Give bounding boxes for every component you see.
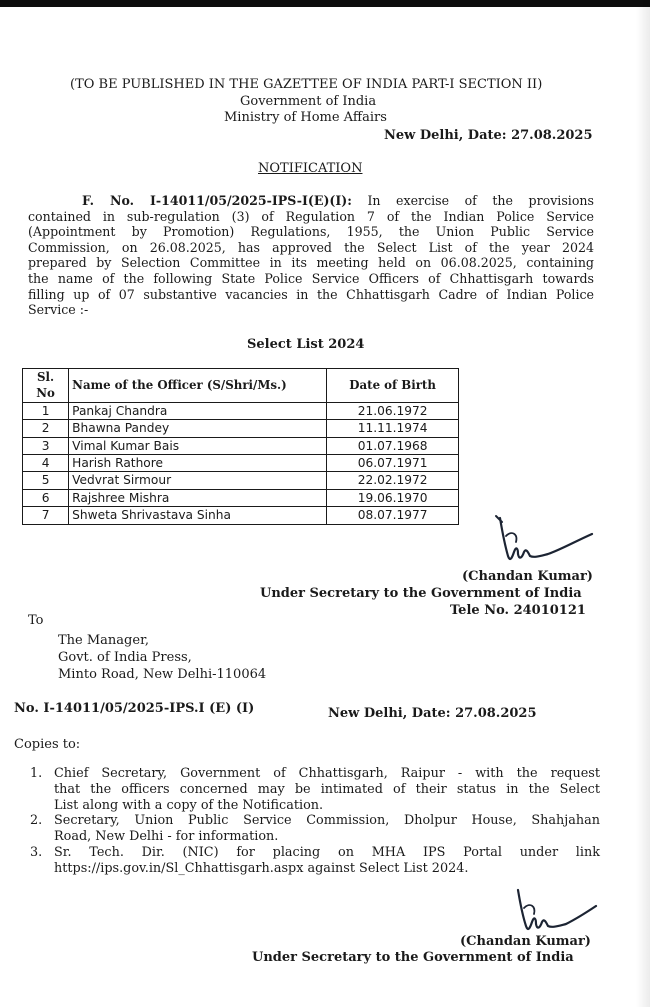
copies-list — [30, 766, 600, 877]
list-item-number: 2. — [30, 813, 43, 829]
list-item-line: that the officers concerned may be intimated of their status in the Select — [54, 781, 600, 797]
table-row — [23, 472, 459, 489]
cell-officer-name: Vedvrat Sirmour — [69, 472, 327, 489]
list-item-line: Chief Secretary, Government of Chhattisgarh, Raipur - with the request — [54, 766, 600, 781]
body-line-4: Commission, on 26.08.2025, has approved the Select List of the year 2024 — [28, 239, 594, 255]
file-number: F. No. I-14011/05/2025-IPS-I(E)(I): — [82, 193, 352, 208]
cell-officer-name: Shweta Shrivastava Sinha — [69, 507, 327, 524]
second-place-date: New Delhi, Date: 27.08.2025 — [328, 706, 537, 721]
body-line-8: Service :- — [28, 302, 89, 318]
copies-to-label: Copies to: — [14, 737, 81, 752]
list-item-number: 3. — [30, 844, 43, 860]
table-row — [23, 420, 459, 437]
addressee-line-1: The Manager, — [58, 633, 149, 648]
cell-date-of-birth: 08.07.1977 — [327, 507, 459, 524]
telephone-number: Tele No. 24010121 — [450, 603, 586, 618]
second-file-number: No. I-14011/05/2025-IPS.I (E) (I) — [14, 701, 255, 716]
body-line-1-text: In exercise of the provisions — [367, 193, 594, 208]
body-line-3: (Appointment by Promotion) Regulations, 1955, the Union Public Service — [28, 224, 594, 240]
cell-date-of-birth: 21.06.1972 — [327, 402, 459, 419]
list-item-line: Sr. Tech. Dir. (NIC) for placing on MHA IPS Portal under link — [54, 844, 600, 860]
cell-sl-no: 7 — [23, 507, 69, 524]
list-item — [30, 813, 600, 845]
signatory-designation-2: Under Secretary to the Government of India — [252, 950, 574, 965]
cell-sl-no: 6 — [23, 489, 69, 506]
cell-officer-name: Vimal Kumar Bais — [69, 437, 327, 454]
cell-sl-no: 5 — [23, 472, 69, 489]
col-header-sl-no: Sl. No — [23, 369, 69, 403]
list-item-number: 1. — [30, 766, 43, 781]
top-dark-border — [0, 0, 650, 7]
page-edge-shadow — [636, 0, 650, 1007]
table-row — [23, 437, 459, 454]
select-list-title: Select List 2024 — [247, 337, 365, 352]
table-row — [23, 489, 459, 506]
list-item — [30, 845, 600, 877]
signatory-name-1: (Chandan Kumar) — [462, 569, 593, 584]
cell-date-of-birth: 11.11.1974 — [327, 420, 459, 437]
signatory-name-2: (Chandan Kumar) — [460, 934, 591, 949]
cell-date-of-birth: 22.02.1972 — [327, 472, 459, 489]
handwritten-signature-1 — [488, 512, 598, 574]
addressee-line-2: Govt. of India Press, — [58, 650, 192, 665]
cell-date-of-birth: 19.06.1970 — [327, 489, 459, 506]
to-label: To — [28, 613, 44, 628]
list-item — [30, 766, 600, 813]
col-header-name: Name of the Officer (S/Shri/Ms.) — [69, 369, 327, 403]
body-line-1 — [28, 193, 594, 209]
table-row — [23, 507, 459, 524]
signatory-designation-1: Under Secretary to the Government of India — [260, 586, 582, 601]
table-row — [23, 402, 459, 419]
government-line: Government of India — [240, 94, 377, 109]
table-header-row — [23, 369, 459, 403]
header-place-date: New Delhi, Date: 27.08.2025 — [384, 128, 593, 143]
list-item-line: List along with a copy of the Notification. — [54, 797, 324, 813]
cell-date-of-birth: 06.07.1971 — [327, 455, 459, 472]
cell-sl-no: 2 — [23, 420, 69, 437]
addressee-line-3: Minto Road, New Delhi-110064 — [58, 667, 267, 682]
gazette-line: (TO BE PUBLISHED IN THE GAZETTEE OF INDIA PART-I SECTION II) — [70, 77, 543, 92]
notification-body — [28, 193, 594, 318]
cell-officer-name: Rajshree Mishra — [69, 489, 327, 506]
body-line-2: contained in sub-regulation (3) of Regulation 7 of the Indian Police Service — [28, 208, 594, 224]
list-item-line: Road, New Delhi - for information. — [54, 829, 279, 845]
ministry-line: Ministry of Home Affairs — [224, 110, 387, 125]
col-header-dob: Date of Birth — [327, 369, 459, 403]
list-item-line: Secretary, Union Public Service Commission, Dholpur House, Shahjahan — [54, 813, 600, 829]
list-item-line: https://ips.gov.in/Sl_Chhattisgarh.aspx against Select List 2024. — [54, 860, 469, 876]
notification-heading: NOTIFICATION — [258, 161, 363, 176]
body-line-5: prepared by Selection Committee in its meeting held on 06.08.2025, containing — [28, 255, 594, 271]
select-list-table — [22, 368, 459, 525]
cell-sl-no: 4 — [23, 455, 69, 472]
table-row — [23, 455, 459, 472]
cell-sl-no: 1 — [23, 402, 69, 419]
cell-date-of-birth: 01.07.1968 — [327, 437, 459, 454]
body-line-7: filling up of 07 substantive vacancies in the Chhattisgarh Cadre of Indian Police — [28, 286, 594, 302]
cell-sl-no: 3 — [23, 437, 69, 454]
cell-officer-name: Bhawna Pandey — [69, 420, 327, 437]
body-line-6: the name of the following State Police Service Officers of Chhattisgarh towards — [28, 270, 594, 286]
cell-officer-name: Pankaj Chandra — [69, 402, 327, 419]
cell-officer-name: Harish Rathore — [69, 455, 327, 472]
